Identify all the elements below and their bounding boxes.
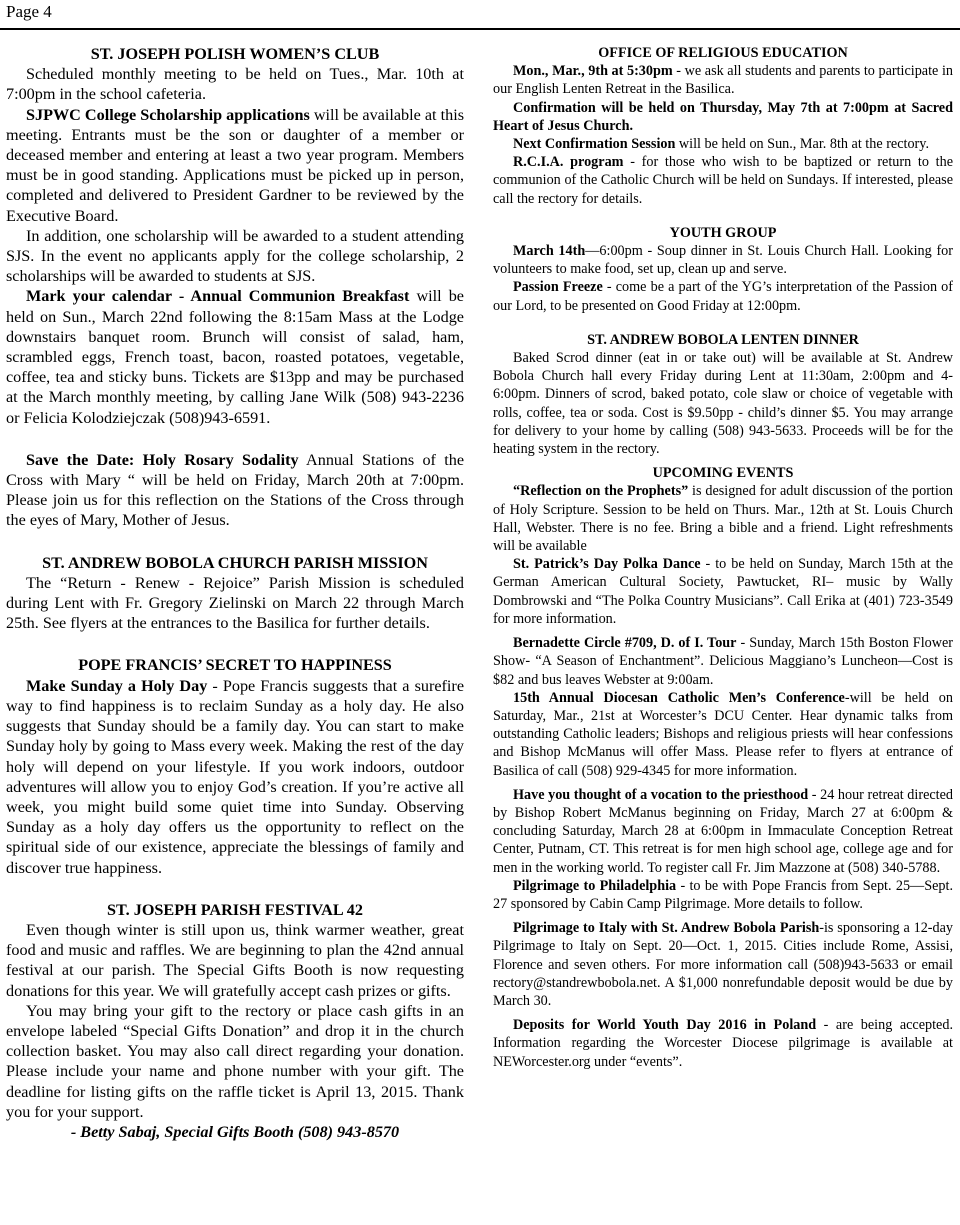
event-bernadette-tour: Bernadette Circle #709, D. of I. Tour - Sunday, March 15th Boston Flower Show- “A Season of Enchantment”. Delicious Maggiano’s Luncheon—Cost is $82 and bus leaves Webster at 9:00am. [493, 635, 953, 688]
event-world-youth-day: Deposits for World Youth Day 2016 in Poland - are being accepted. Information regarding the Worcester Diocese pilgrimage is available at NEWorcester.org under “events”. [493, 1017, 953, 1070]
event-italy-pilgrimage: Pilgrimage to Italy with St. Andrew Bobola Parish-is sponsoring a 12-day Pilgrimage to Italy on Sept. 20—Oct. 1, 2015. Cities include Rome, Assisi, Florence and seven others. For more information call (508)943-5633 or email rectory@standrewbobola.net. A $1,000 nonrefundable deposit would be due by March 30. [493, 920, 954, 1009]
club-addition: In addition, one scholarship will be awarded to a student attending SJS. In the event no applicants apply for the college scholarship, 2 scholarships will be awarded to students at SJS. [6, 226, 464, 286]
festival-signature: - Betty Sabaj, Special Gifts Booth (508) 943-8570 [70, 1122, 400, 1141]
mission-text: The “Return - Renew - Rejoice” Parish Mission is scheduled during Lent with Fr. Gregory Zielinski on March 22 through March 25th. See flyers at the entrances to the Basilica for further details. [6, 573, 464, 633]
festival-paragraph-1: Even though winter is still upon us, think warmer weather, great food and music and raffles. We are beginning to plan the 42nd annual festival at our parish. The Special Gifts Booth is now requesting donations for this year. We will gratefully accept cash prizes or gifts. [6, 920, 464, 1000]
event-mens-conference: 15th Annual Diocesan Catholic Men’s Conference-will be held on Saturday, Mar., 21st at Worcester’s DCU Center. Hear dynamic talks from outstanding Catholic leaders; Bishops and religious priests will hear confessions and Bishop McManus will offer Mass. Please refer to flyers at entrance of Basilica of call (508) 929-4345 for more information. [493, 689, 953, 779]
mission-title: ST. ANDREW BOBOLA CHURCH PARISH MISSION [42, 553, 428, 572]
club-communion-breakfast: Mark your calendar - Annual Communion Breakfast will be held on Sun., March 22nd following the 8:15am Mass at the Lodge downstairs banquet room. Brunch will consist of salad, ham, scrambled eggs, French toast, bacon, roasted potatoes, vegetable, coffee, tea and sticky buns. Tickets are $13pp and may be purchased at the March monthly meeting, by calling Jane Wilk (508) 943-2236 or Felicia Kolodziejczak (508)943-6591. [6, 287, 464, 427]
ore-confirmation: Confirmation will be held on Thursday, May 7th at 7:00pm at Sacred Heart of Jesus Church. [493, 99, 953, 134]
pope-title: POPE FRANCIS’ SECRET TO HAPPINESS [78, 656, 392, 675]
header-rule [0, 28, 960, 30]
ore-title: OFFICE OF RELIGIOUS EDUCATION [598, 45, 848, 61]
event-polka-dance: St. Patrick’s Day Polka Dance - to be held on Sunday, March 15th at the German American Cultural Society, Pawtucket, RI– music by Wally Dombrowski and “The Polka Country Musicians”. Call Erika at (401) 723-3549 for more information. [493, 556, 953, 627]
club-schedule: Scheduled monthly meeting to be held on Tues., Mar. 10th at 7:00pm in the school cafeteria. [6, 65, 464, 104]
ore-confirmation-session: Next Confirmation Session will be held on Sun., Mar. 8th at the rectory. [513, 136, 929, 153]
page-number: Page 4 [6, 2, 52, 21]
club-scholarship: SJPWC College Scholarship applications will be available at this meeting. Entrants must be the son or daughter of a member or deceased member and entering at least a two year program. Members must be in good standing. Applications must be picked up in person, completed and delivered to President Gardner to be reviewed by the Executive Board. [6, 105, 464, 225]
right-column [493, 44, 953, 1071]
events-title: UPCOMING EVENTS [652, 465, 794, 482]
event-vocation-retreat: Have you thought of a vocation to the priesthood - 24 hour retreat directed by Bishop Robert McManus beginning on Friday, March 27 at 6:00pm & concluding Saturday, March 28 at 6:00pm in Immaculate Conception Retreat Center, Putnam, CT. This retreat is for men high school age, college age and for men in the working world. To register call Fr. Jim Mazzone at (508) 340-5788. [493, 786, 953, 876]
lenten-title: ST. ANDREW BOBOLA LENTEN DINNER [587, 331, 859, 348]
page-header [0, 0, 960, 30]
ore-retreat: Mon., Mar., 9th at 5:30pm - we ask all students and parents to participate in our English Lenten Retreat in the Basilica. [493, 63, 953, 98]
ore-rcia: R.C.I.A. program - for those who wish to be baptized or return to the communion of the Catholic Church will be held on Sundays. If interested, please call the rectory for details. [493, 154, 953, 207]
youth-passion-freeze: Passion Freeze - come be a part of the YG’s interpretation of the Passion of our Lord, to be presented on Good Friday at 12:00pm. [493, 279, 954, 314]
event-philadelphia-pilgrimage: Pilgrimage to Philadelphia - to be with Pope Francis from Sept. 25—Sept. 27 sponsored by Cabin Camp Pilgrimage. More details to follow. [493, 877, 953, 912]
club-title: ST. JOSEPH POLISH WOMEN’S CLUB [90, 45, 380, 63]
lenten-text: Baked Scrod dinner (eat in or take out) will be available at St. Andrew Bobola Church hall every Friday during Lent at 11:30am, 2:00pm and 4-6:00pm. Dinners of scrod, baked potato, cole slaw or choice of vegetable with rolls, coffee, tea or soda. Cost is $9.50pp - child’s dinner $5. You may arrange for delivery to your home by calling (508) 943-5633. Proceeds will be for the heating system in the rectory. [493, 350, 953, 458]
festival-paragraph-2: You may bring your gift to the rectory or place cash gifts in an envelope labeled “Special Gifts Donation” and drop it in the church collection basket. You may also call direct regarding your donation. Please include your name and phone number with your gift. The deadline for listing gifts on the raffle ticket is April 13, 2015. Thank you for your support. [6, 1001, 464, 1121]
youth-title: YOUTH GROUP [669, 224, 777, 241]
save-the-date: Save the Date: Holy Rosary Sodality Annual Stations of the Cross with Mary “ will be held on Friday, March 20th at 7:00pm. Please join us for this reflection on the Stations of the Cross through the eyes of Mary, Mother of Jesus. [6, 450, 465, 530]
pope-text: Make Sunday a Holy Day - Pope Francis suggests that a surefire way to find happiness is to reclaim Sunday as a holy day. He also suggests that Sunday should be a family day. You can start to make Sunday holy by going to Mass every week. Making the rest of the day holy will depend on your lifestyle. If you work indoors, outdoor adventures will allow you to enjoy God’s creation. If you’re active all week, you might build some quiet time into Sunday. Observing Sunday as a holy day offers us the opportunity to reflect on the spiritual side of our existence, appreciate the blessings of family and discover true happiness. [6, 676, 465, 877]
festival-title: ST. JOSEPH PARISH FESTIVAL 42 [107, 900, 363, 919]
left-column [6, 44, 464, 1142]
youth-soup-dinner: March 14th—6:00pm - Soup dinner in St. Louis Church Hall. Looking for volunteers to make food, set up, clean up and serve. [493, 243, 953, 278]
event-reflection: “Reflection on the Prophets” is designed for adult discussion of the portion of Holy Scripture. Session to be held on Thurs. Mar., 12th at St. Louis Church Hall, Webster. There is no fee. Bring a bible and a friend. Light refreshments will be available [493, 483, 954, 555]
